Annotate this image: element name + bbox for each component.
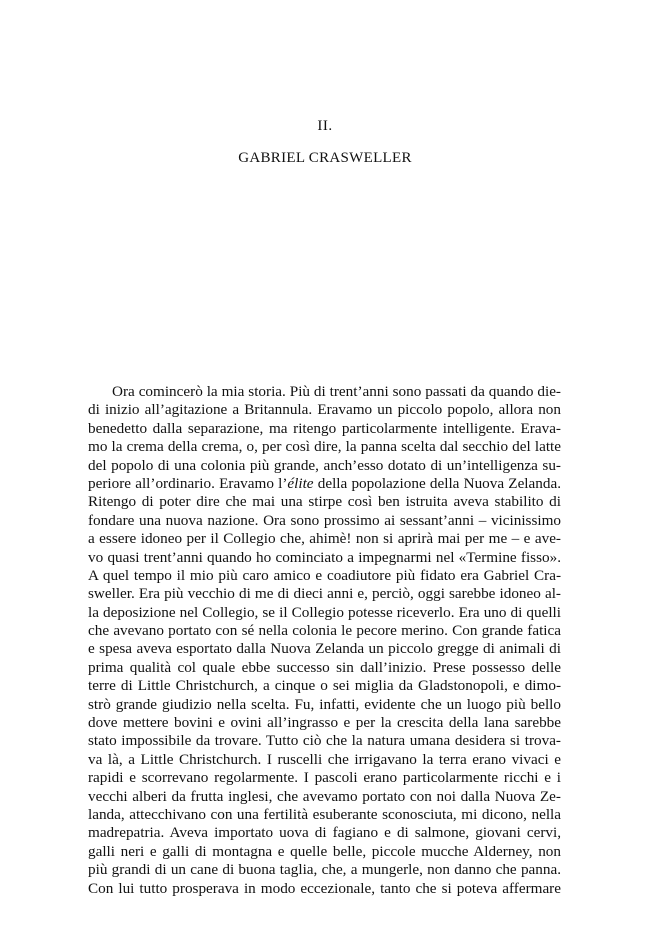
text-line: mo la crema della crema, o, per così dire, la panna scelta dal secchio del latte	[88, 438, 561, 456]
text-line: che avevano portato con sé nella colonia le pecore merino. Con grande fatica	[88, 622, 561, 640]
text-line: strò grande giudizio nella scelta. Fu, infatti, evidente che un luogo più bello	[88, 695, 561, 713]
text-line	[88, 475, 561, 493]
text-line: più grandi di un cane di buona taglia, che, a mungerle, non danno che panna.	[88, 861, 561, 879]
text-line: vecchi alberi da frutta inglesi, che avevamo portato con noi dalla Nuova Ze-	[88, 787, 561, 805]
body-paragraph	[88, 383, 561, 898]
text-line: landa, attecchivano con una fertilità esuberante sconosciuta, mi dicono, nella	[88, 805, 561, 823]
text-line: a essere idoneo per il Collegio che, ahimè! non si aprirà mai per me – e ave-	[88, 530, 561, 548]
text-line: di inizio all’agitazione a Britannula. Eravamo un piccolo popolo, allora non	[88, 401, 561, 419]
text-line: Con lui tutto prosperava in modo eccezionale, tanto che si poteva affermare	[88, 879, 561, 897]
text-line: e spesa aveva esportato dalla Nuova Zelanda un piccolo gregge di animali di	[88, 640, 561, 658]
text-line: dove mettere bovini e ovini all’ingrasso e per la crescita della lana sarebbe	[88, 714, 561, 732]
italic-word: élite	[287, 474, 314, 492]
text-line: prima qualità col quale ebbe successo sin dall’inizio. Prese possesso delle	[88, 658, 561, 676]
text-line-before-italic: periore all’ordinario. Eravamo l’	[88, 474, 288, 492]
text-line: galli neri e galli di montagna e quelle belle, piccole mucche Alderney, non	[88, 842, 561, 860]
text-line: benedetto dalla separazione, ma ritengo particolarmente intelligente. Erava-	[88, 419, 561, 437]
text-line: vo quasi trent’anni quando ho cominciato a impegnarmi nel «Termine fisso».	[88, 548, 561, 566]
text-line: Ora comincerò la mia storia. Più di trent’anni sono passati da quando die-	[112, 383, 561, 400]
text-line: sweller. Era più vecchio di me di dieci anni e, perciò, oggi sarebbe idoneo al-	[88, 585, 561, 603]
text-line: fondare una nuova nazione. Ora sono prossimo ai sessant’anni – vicinissimo	[88, 511, 561, 529]
chapter-number: II.	[317, 118, 333, 134]
chapter-title: GABRIEL CRASWELLER	[238, 150, 412, 166]
text-line: stato impossibile da trovare. Tutto ciò che la natura umana desidera si trova-	[88, 732, 561, 750]
text-line: Ritengo di poter dire che mai una stirpe così ben istruita aveva stabilito di	[88, 493, 561, 511]
text-line: rapidi e scorrevano regolarmente. I pascoli erano particolarmente ricchi e i	[88, 769, 561, 787]
text-line-after-italic: della popolazione della Nuova Zelanda.	[313, 474, 561, 492]
text-line: va là, a Little Christchurch. I ruscelli che irrigavano la terra erano vivaci e	[88, 750, 561, 768]
text-line: terre di Little Christchurch, a cinque o sei miglia da Gladstonopoli, e dimo-	[88, 677, 561, 695]
text-line: del popolo di una colonia più grande, anch’esso dotato di un’intelligenza su-	[88, 456, 561, 474]
text-line: A quel tempo il mio più caro amico e coadiutore più fidato era Gabriel Cra-	[88, 566, 561, 584]
text-line: madrepatria. Aveva importato uova di fagiano e di salmone, giovani cervi,	[88, 824, 561, 842]
text-line: la deposizione nel Collegio, se il Collegio potesse riceverlo. Era uno di quelli	[88, 603, 561, 621]
